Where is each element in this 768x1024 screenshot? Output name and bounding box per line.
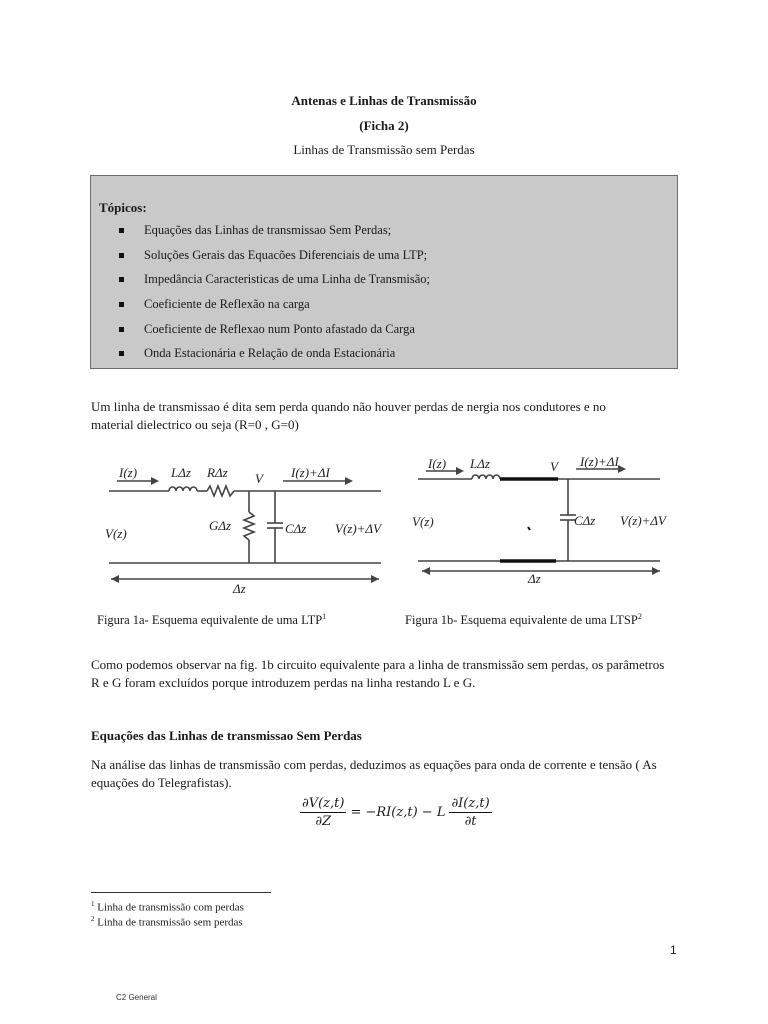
fig-a-node: V [255,471,263,486]
equation-rhs-numerator: ∂I(z,t) [451,796,490,811]
fig-b-voltage-in: V(z) [412,514,434,529]
observation-line: Como podemos observar na fig. 1b circuito equivalente para a linha de transmissão sem perdas, os parâmetros [91,657,665,672]
footnote-text: Linha de transmissão sem perdas [94,916,243,929]
fig-b-length: Δz [528,571,541,586]
footnote-text: Linha de transmissão com perdas [94,901,244,914]
equation-lhs-denominator: ∂Z [300,812,346,829]
intro-line: material dielectrico ou seja (R=0 , G=0) [91,417,299,432]
sheet-number: (Ficha 2) [359,118,409,133]
fig-b-node: V [550,459,558,474]
fig-b-current-in: I(z) [428,456,447,471]
equation-rhs-denominator: ∂t [449,812,491,829]
section-line: equações do Telegrafistas). [91,775,232,790]
fig-a-voltage-in: V(z) [105,526,127,541]
fig-a-current-in: I(z) [119,465,138,480]
footnote-mark: 2 [91,915,95,923]
fig-a-capacitor: CΔz [285,521,307,536]
document-title: Antenas e Linhas de Transmissão [291,93,477,108]
fig-a-current-out: I(z)+ΔI [291,465,330,480]
fig-a-length: Δz [233,581,246,596]
telegrapher-equation [300,796,492,829]
figure-1a-caption [97,612,326,628]
list-item: Impedância Caracteristicas de uma Linha de Transmisão; [115,271,430,296]
footnote-divider [91,892,271,893]
observation-line: R e G foram excluídos porque introduzem perdas na linha restando L e G. [91,675,476,690]
section-heading: Equações das Linhas de transmissao Sem Perdas [91,728,362,743]
caption-text: Figura 1a- Esquema equivalente de uma LTP [97,613,323,628]
figure-1b-circuit [410,453,672,587]
topics-heading: Tópicos: [99,200,147,215]
list-item: Coeficiente de Reflexao num Ponto afastado da Carga [115,321,430,346]
equation-rhs [449,796,491,829]
fig-b-voltage-out: V(z)+ΔV [620,513,667,528]
footnote-mark: 1 [91,900,95,908]
footnote-1 [91,900,244,914]
topics-list [115,222,430,370]
intro-line: Um linha de transmissao é dita sem perda quando não houver perdas de nergia nos condutores e no [91,399,606,414]
figure-1a-circuit [103,455,393,597]
topics-box [90,175,678,369]
section-line: Na análise das linhas de transmissão com perdas, deduzimos as equações para onda de corrente e tensão ( As [91,757,657,772]
section-paragraph [91,756,691,792]
equation-lhs-numerator: ∂V(z,t) [302,796,345,811]
observation-paragraph [91,656,691,692]
footnote-ref: 1 [322,612,327,621]
list-item: Soluções Gerais das Equacões Diferenciais de uma LTP; [115,247,430,272]
classification-label: C2 General [116,993,157,1002]
fig-a-inductor: LΔz [171,465,191,480]
caption-text: Figura 1b- Esquema equivalente de uma LTSP [405,613,638,628]
equation-middle: = −RI(z,t) − L [350,805,446,820]
fig-a-voltage-out: V(z)+ΔV [335,521,382,536]
footnote-ref: 2 [637,612,642,621]
fig-a-resistor: RΔz [207,465,228,480]
equation-lhs [300,796,346,829]
document-subtitle: Linhas de Transmissão sem Perdas [293,142,475,157]
fig-b-capacitor: CΔz [574,513,596,528]
page-number: 1 [670,943,677,957]
intro-paragraph [91,398,691,434]
list-item: Equações das Linhas de transmissao Sem Perdas; [115,222,430,247]
figure-1b-caption [405,612,642,628]
list-item: Onda Estacionária e Relação de onda Estacionária [115,345,430,370]
fig-b-inductor: LΔz [470,456,490,471]
footnote-2 [91,915,243,929]
fig-b-current-out: I(z)+ΔI [580,454,619,469]
fig-a-conductance: GΔz [209,518,232,533]
list-item: Coeficiente de Reflexão na carga [115,296,430,321]
